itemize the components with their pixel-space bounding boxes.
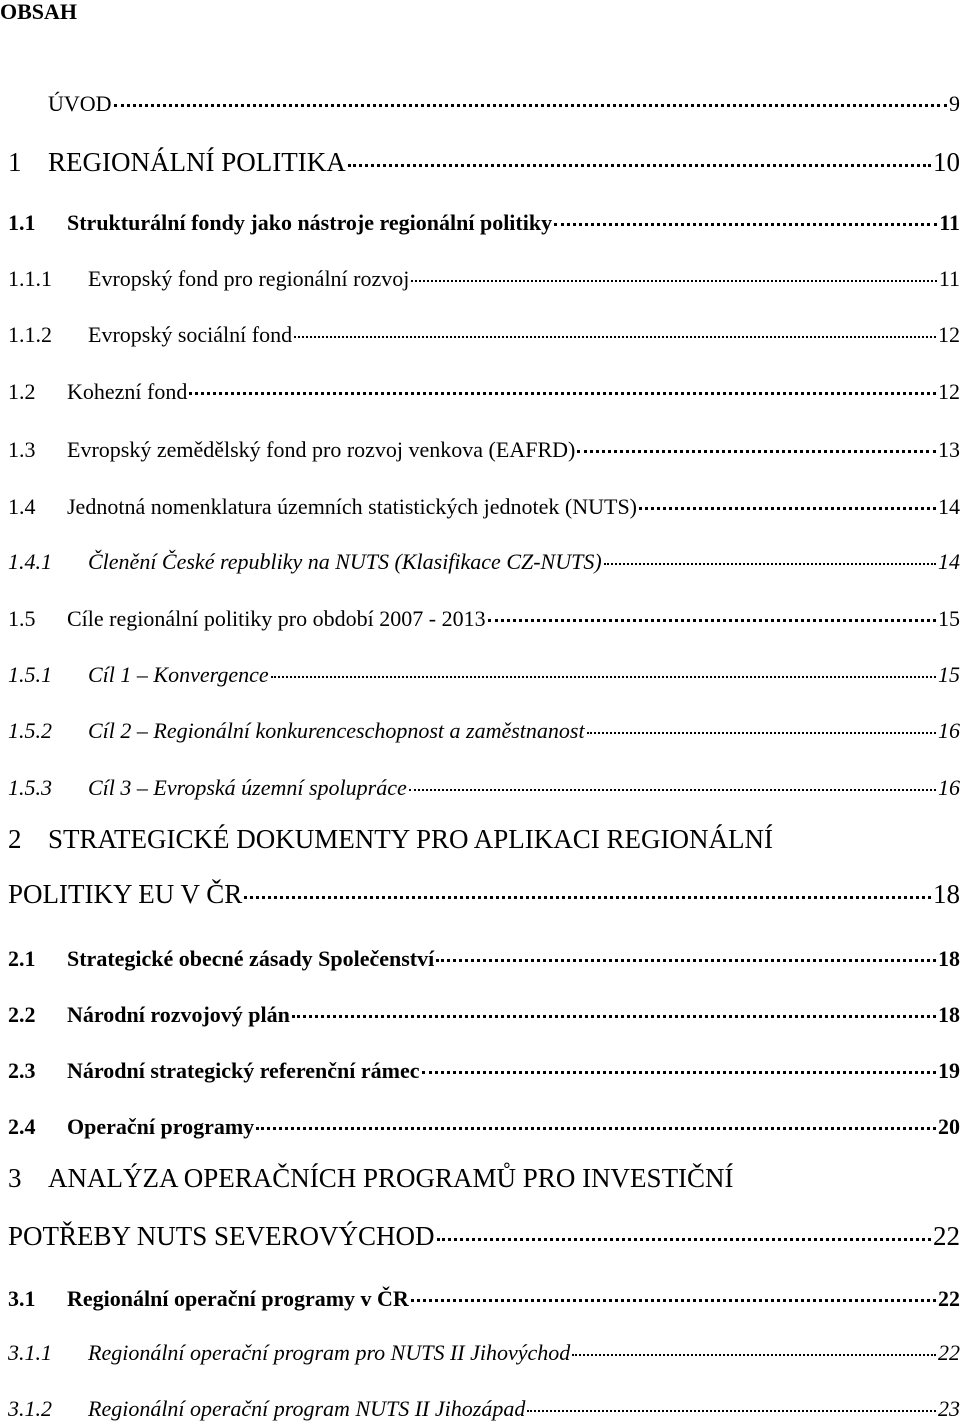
toc-page-number: 12 [938,322,960,347]
toc-page-number: 19 [938,1058,960,1083]
toc-entry-title: REGIONÁLNÍ POLITIKA [48,147,346,177]
toc-leader [409,767,936,791]
toc-page-number: 15 [938,606,960,631]
toc-leader [554,201,937,226]
toc-entry-number: 2.3 [8,1058,36,1083]
toc-entry-number: 1 [8,147,22,177]
toc-entry-subsection[interactable] [8,771,960,801]
toc-leader [114,82,947,107]
toc-entry-number: 1.1 [8,210,36,235]
toc-entry-subsection[interactable] [8,1336,960,1366]
toc-page-number: 9 [949,91,960,116]
toc-leader [604,541,936,565]
toc-leader [271,654,936,678]
toc-entry-number: 1.3 [8,437,36,462]
toc-page-number: 14 [938,549,960,574]
toc-entry-title: Cíle regionální politiky pro období 2007 - 2013 [67,606,486,631]
toc-entry-number: 3.1.2 [8,1396,52,1421]
toc-leader [577,428,936,453]
toc-entry-section[interactable] [8,489,960,520]
toc-entry-title: STRATEGICKÉ DOKUMENTY PRO APLIKACI REGIONÁLNÍ [48,824,773,854]
toc-entry-title: Regionální operační program pro NUTS II Jihovýchod [88,1340,571,1365]
toc-entry-chapter-3-line2[interactable] [8,1215,960,1252]
toc-leader [256,1105,936,1130]
toc-entry-title: Strategické obecné zásady Společenství [67,946,435,971]
toc-entry-title: Cíl 2 – Regionální konkurenceschopnost a zaměstnanost [88,718,585,743]
toc-entry-number: 1.1.2 [8,322,52,347]
toc-entry-number: 1.5 [8,606,36,631]
toc-entry-title: Kohezní fond [67,379,188,404]
toc-entry-number: 2.2 [8,1002,36,1027]
toc-entry-title: Strukturální fondy jako nástroje regionální politiky [67,210,553,235]
toc-entry-title: Cíl 1 – Konvergence [88,662,269,687]
toc-page-number: 20 [938,1114,960,1139]
toc-entry-title: Regionální operační program NUTS II Jihozápad [88,1396,526,1421]
toc-entry-number: 2.4 [8,1114,36,1139]
toc-entry-section[interactable] [8,432,960,463]
toc-leader [244,869,931,899]
toc-entry-section[interactable] [8,205,960,236]
toc-page-number: 23 [938,1396,960,1421]
toc-entry-number: 3 [8,1163,22,1193]
toc-entry-chapter-1[interactable] [8,141,960,178]
toc-entry-section[interactable] [8,1281,960,1312]
toc-leader [587,710,936,734]
toc-entry-section[interactable] [8,941,960,972]
toc-entry-title: Regionální operační programy v ČR [67,1286,409,1311]
toc-page-number: 15 [938,662,960,687]
toc-entry-title: Evropský fond pro regionální rozvoj [88,266,410,291]
toc-leader [411,1277,936,1302]
toc-entry-number: 2 [8,824,22,854]
toc-entry-number: 1.2 [8,379,36,404]
toc-entry-chapter-2-line2[interactable] [8,873,960,910]
toc-entry-subsection[interactable] [8,262,960,292]
toc-leader [527,1388,936,1412]
toc-leader [639,485,936,510]
toc-page-number: 16 [938,775,960,800]
toc-entry-subsection[interactable] [8,545,960,575]
toc-leader [411,258,936,282]
toc-leader [294,314,936,338]
toc-entry-section[interactable] [8,601,960,632]
toc-page-number: 12 [938,379,960,404]
toc-entry-number: 1.4 [8,494,36,519]
toc-entry-intro[interactable] [48,86,960,117]
toc-entry-title: Evropský zemědělský fond pro rozvoj venkova (EAFRD) [67,437,576,462]
toc-page-number: 11 [939,210,960,235]
toc-leader [436,937,936,962]
toc-leader [292,993,936,1018]
toc-entry-number: 1.5.3 [8,775,52,800]
toc-entry-title: ANALÝZA OPERAČNÍCH PROGRAMŮ PRO INVESTIČNÍ [48,1163,734,1193]
toc-entry-title-continued: POLITIKY EU V ČR [8,879,243,909]
toc-entry-section[interactable] [8,997,960,1028]
toc-page-number: 18 [933,879,960,909]
toc-page-number: 11 [938,266,960,291]
toc-entry-title: Operační programy [67,1114,255,1139]
toc-entry-title: Národní strategický referenční rámec [67,1058,420,1083]
toc-entry-title: ÚVOD [48,91,112,116]
toc-entry-title: Národní rozvojový plán [67,1002,290,1027]
toc-entry-chapter-2-line1[interactable] [8,824,960,855]
toc-entry-number: 1.5.2 [8,718,52,743]
toc-entry-title: Evropský sociální fond [88,322,293,347]
toc-leader [348,137,931,167]
toc-page-number: 10 [933,147,960,177]
toc-entry-subsection[interactable] [8,658,960,688]
toc-page-number: 14 [938,494,960,519]
toc-entry-title: Členění České republiky na NUTS (Klasifikace CZ-NUTS) [88,549,602,574]
toc-leader [189,370,936,395]
toc-entry-section[interactable] [8,1053,960,1084]
toc-leader [422,1049,936,1074]
toc-page-number: 13 [938,437,960,462]
toc-entry-number: 1.5.1 [8,662,52,687]
toc-entry-number: 2.1 [8,946,36,971]
toc-page-number: 22 [933,1221,960,1251]
toc-entry-title: Cíl 3 – Evropská územní spolupráce [88,775,407,800]
toc-entry-number: 1.1.1 [8,266,52,291]
toc-entry-chapter-3-line1[interactable] [8,1163,960,1194]
page-title: OBSAH [0,0,78,24]
toc-page-number: 22 [938,1340,960,1365]
toc-leader [488,597,936,622]
toc-leader [437,1211,931,1241]
toc-entry-title: Jednotná nomenklatura územních statistických jednotek (NUTS) [67,494,638,519]
toc-page-number: 22 [938,1286,960,1311]
toc-entry-section[interactable] [8,374,960,405]
toc-leader [572,1332,936,1356]
toc-entry-title-continued: POTŘEBY NUTS SEVEROVÝCHOD [8,1221,435,1251]
toc-entry-subsection[interactable] [8,714,960,744]
toc-entry-section[interactable] [8,1109,960,1140]
toc-page-number: 16 [938,718,960,743]
toc-entry-number: 3.1.1 [8,1340,52,1365]
toc-entry-number: 1.4.1 [8,549,52,574]
toc-entry-subsection[interactable] [8,318,960,348]
toc-entry-number: 3.1 [8,1286,36,1311]
toc-page-number: 18 [938,946,960,971]
toc-page-number: 18 [938,1002,960,1027]
